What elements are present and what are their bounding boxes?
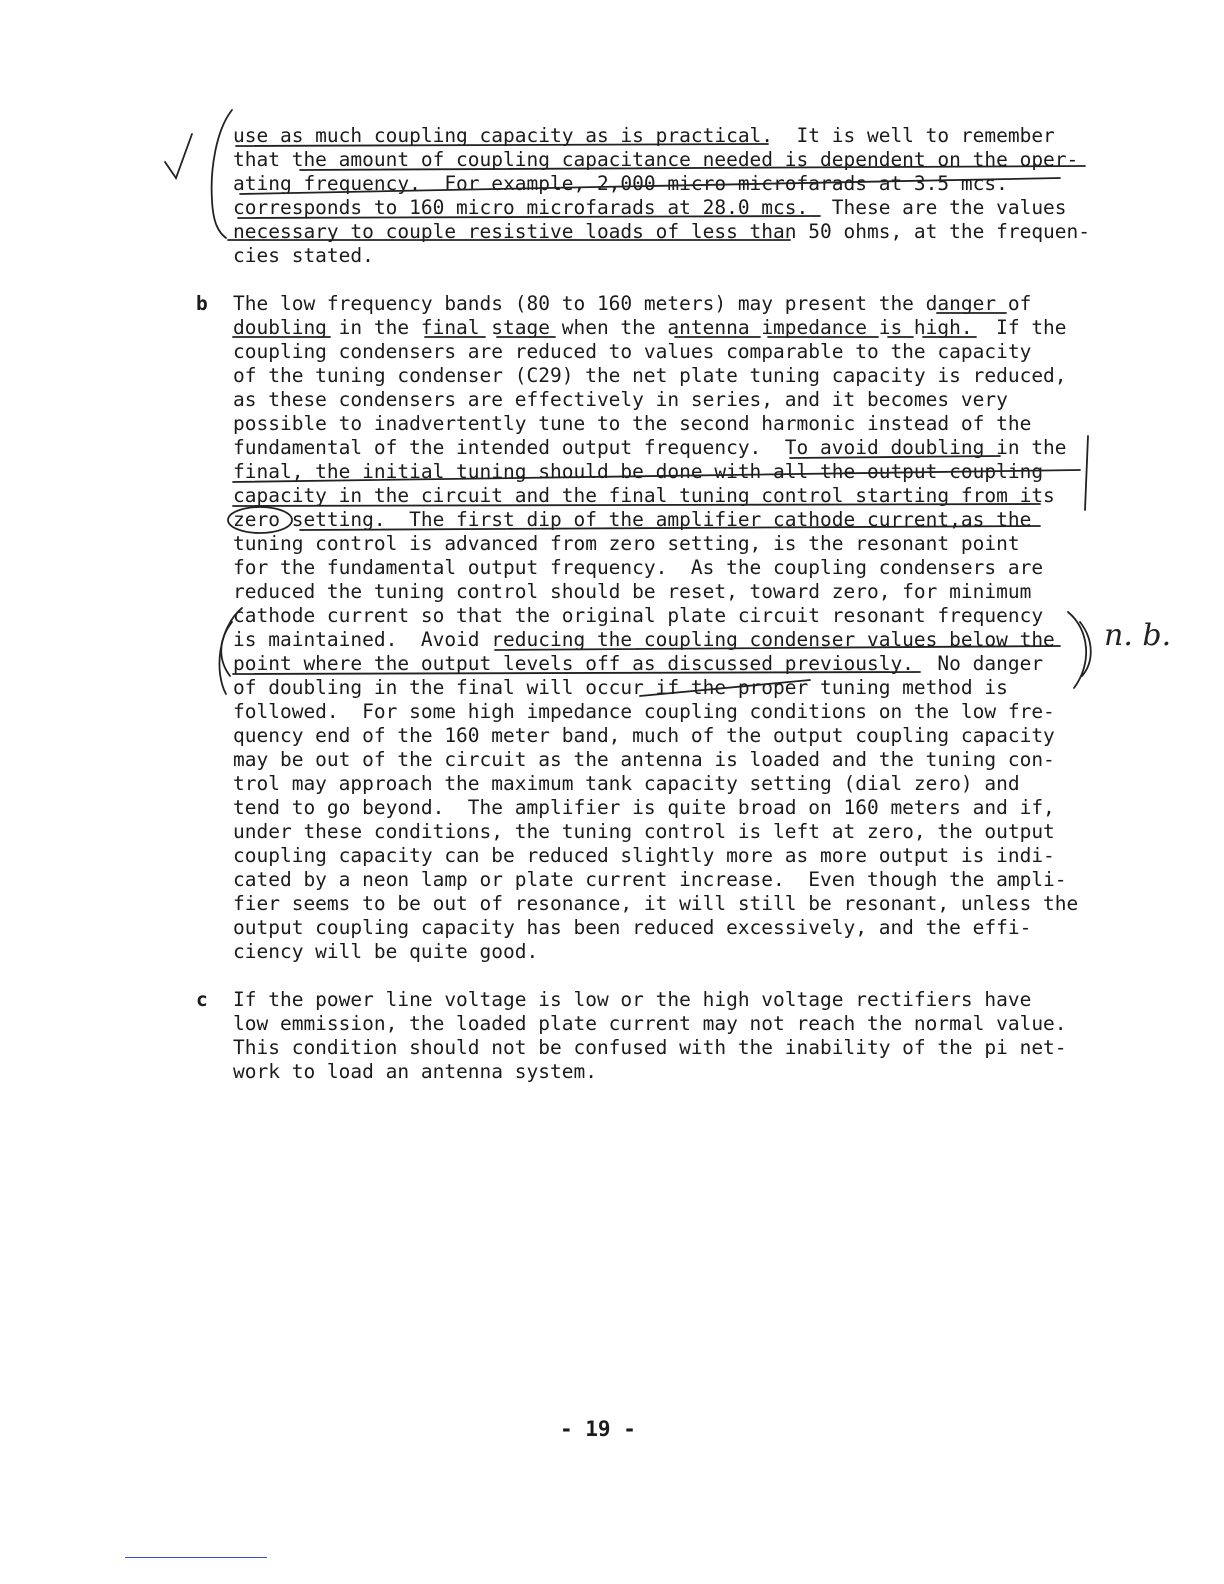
handwritten-note: n. b. (1104, 618, 1172, 653)
text-line: for the fundamental output frequency. As the coupling condensers are (233, 556, 1044, 579)
text-line: tuning control is advanced from zero setting, is the resonant point (233, 532, 1020, 555)
text-line: zero setting. The first dip of the amplifier cathode current,as the (233, 508, 1032, 531)
text-line: reduced the tuning control should be reset, toward zero, for minimum (233, 580, 1032, 603)
paragraph-marker: c (196, 988, 208, 1011)
text-line: that the amount of coupling capacitance needed is dependent on the oper- (233, 148, 1079, 171)
text-line: fier seems to be out of resonance, it will still be resonant, unless the (233, 892, 1079, 915)
footer-rule (125, 1557, 267, 1558)
text-line: under these conditions, the tuning control is left at zero, the output (233, 820, 1055, 843)
text-line: possible to inadvertently tune to the second harmonic instead of the (233, 412, 1032, 435)
text-line: ciency will be quite good. (233, 940, 539, 963)
text-line: final, the initial tuning should be done with all the output coupling (233, 460, 1044, 483)
text-line: coupling capacity can be reduced slightly more as more output is indi- (233, 844, 1055, 867)
text-line: work to load an antenna system. (233, 1060, 597, 1083)
text-line: ating frequency. For example, 2,000 micro microfarads at 3.5 mcs. (233, 172, 1008, 195)
text-line: This condition should not be confused with the inability of the pi net- (233, 1036, 1067, 1059)
text-line: low emmission, the loaded plate current may not reach the normal value. (233, 1012, 1067, 1035)
text-line: capacity in the circuit and the final tuning control starting from its (233, 484, 1055, 507)
left-bracket-mark (221, 622, 232, 676)
text-line: of the tuning condenser (C29) the net plate tuning capacity is reduced, (233, 364, 1067, 387)
text-line: cated by a neon lamp or plate current increase. Even though the ampli- (233, 868, 1067, 891)
text-line: quency end of the 160 meter band, much of the output coupling capacity (233, 724, 1055, 747)
text-line: may be out of the circuit as the antenna is loaded and the tuning con- (233, 748, 1055, 771)
text-line: cies stated. (233, 244, 374, 267)
text-line: as these condensers are effectively in series, and it becomes very (233, 388, 1008, 411)
check-mark-icon (165, 134, 192, 178)
text-line: necessary to couple resistive loads of less than 50 ohms, at the frequen- (233, 220, 1091, 243)
text-line: tend to go beyond. The amplifier is quite broad on 160 meters and if, (233, 796, 1055, 819)
text-line: fundamental of the intended output frequency. To avoid doubling in the (233, 436, 1067, 459)
page-number: - 19 - (560, 1417, 636, 1441)
text-line: coupling condensers are reduced to values comparable to the capacity (233, 340, 1032, 363)
right-bracket-mark (1068, 612, 1086, 688)
text-line: The low frequency bands (80 to 160 meters) may present the danger of (233, 292, 1032, 315)
text-line: followed. For some high impedance coupling conditions on the low fre- (233, 700, 1055, 723)
text-line: doubling in the final stage when the antenna impedance is high. If the (233, 316, 1067, 339)
text-line: If the power line voltage is low or the high voltage rectifiers have (233, 988, 1032, 1011)
text-line: point where the output levels off as discussed previously. No danger (233, 652, 1044, 675)
text-line: is maintained. Avoid reducing the coupling condenser values below the (233, 628, 1055, 651)
left-bracket-mark (212, 110, 232, 238)
text-line: cathode current so that the original plate circuit resonant frequency (233, 604, 1044, 627)
text-line: output coupling capacity has been reduced excessively, and the effi- (233, 916, 1032, 939)
text-line: use as much coupling capacity as is practical. It is well to remember (233, 124, 1055, 147)
vertical-bar-mark (1085, 436, 1088, 510)
text-line: trol may approach the maximum tank capacity setting (dial zero) and (233, 772, 1020, 795)
text-line: corresponds to 160 micro microfarads at 28.0 mcs. These are the values (233, 196, 1067, 219)
text-line: of doubling in the final will occur if the proper tuning method is (233, 676, 1008, 699)
right-bracket-mark (1080, 622, 1091, 676)
paragraph-marker: b (196, 292, 208, 315)
